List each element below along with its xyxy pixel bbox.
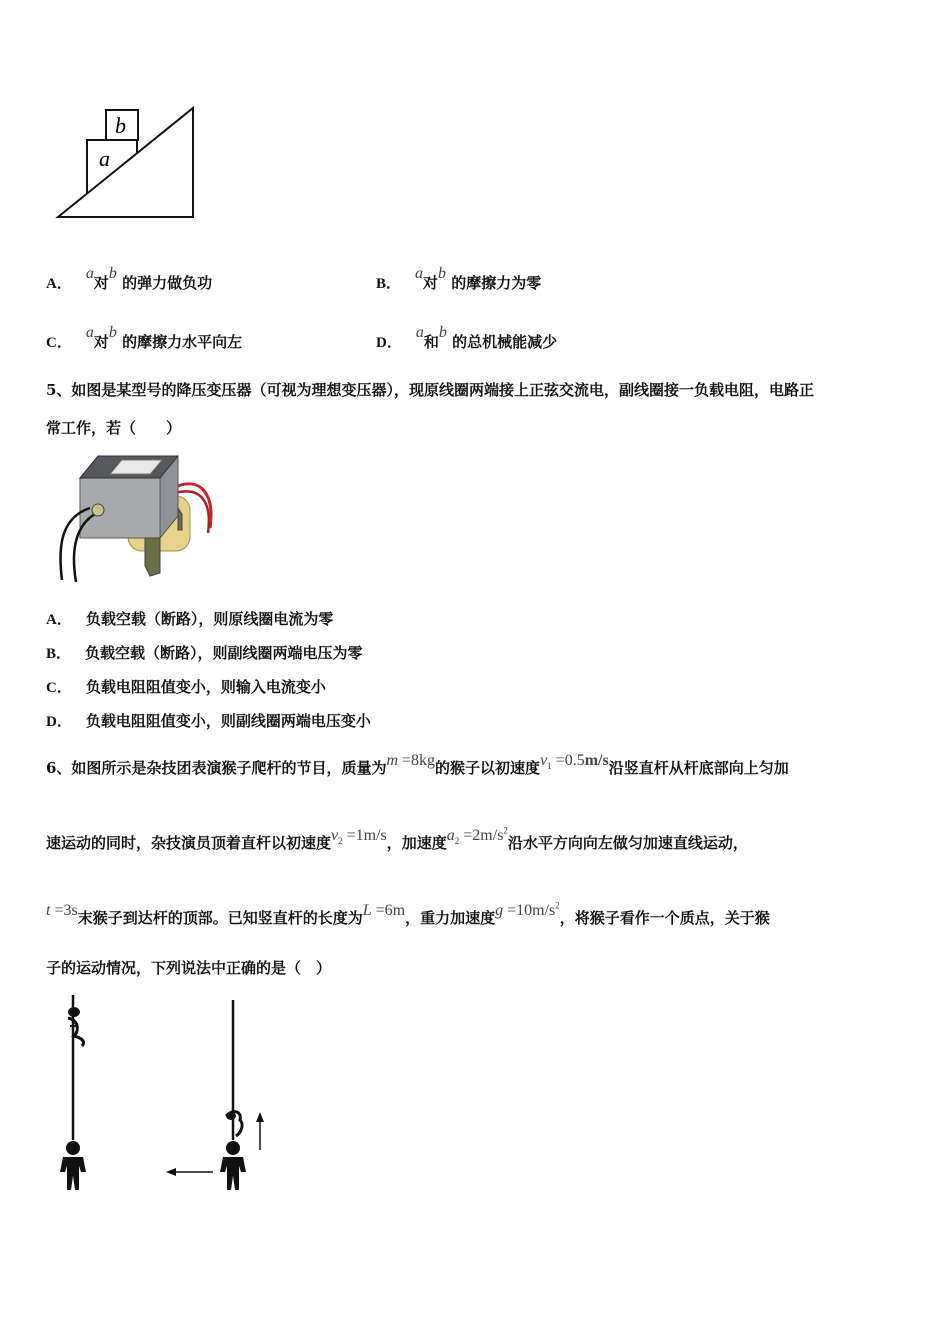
q5-option-a[interactable]: A． 负载空载（断路），则原线圈电流为零 xyxy=(46,610,334,628)
q6-stem-line4: 子的运动情况，下列说法中正确的是（ ） xyxy=(46,959,332,977)
up-arrow-icon xyxy=(256,1112,264,1150)
monkey-top xyxy=(68,1007,84,1046)
block-a-label: a xyxy=(99,146,110,171)
q6-stem-line2: 速运动的同时，杂技演员顶着直杆以初速度$v_2 =1m/s$，加速度$a_2 =2m/s^2$沿水平方向向左做匀加速直线运动， xyxy=(46,825,748,852)
q4-option-a[interactable]: A．a对b 的弹力做负功 xyxy=(46,265,213,292)
q5-option-d[interactable]: D． 负载电阻阻值变小，则副线圈两端电压变小 xyxy=(46,712,371,730)
block-b-label: b xyxy=(115,113,126,138)
q5-stem-line1: 5、如图是某型号的降压变压器（可视为理想变压器），现原线圈两端接上正弦交流电，副线圈接一负载电阻，电路正 xyxy=(46,381,814,399)
q4-option-b[interactable]: B．a对b 的摩擦力为零 xyxy=(376,265,542,292)
performer-left xyxy=(60,1141,86,1190)
q4-option-d[interactable]: D．a和b 的总机械能减少 xyxy=(376,324,558,351)
q5-option-c[interactable]: C． 负载电阻阻值变小，则输入电流变小 xyxy=(46,678,326,696)
q5-option-b[interactable]: B． 负载空载（断路），则副线圈两端电压为零 xyxy=(46,644,363,662)
incline-figure xyxy=(50,100,210,225)
transformer-photo xyxy=(50,448,220,583)
left-arrow-icon xyxy=(166,1168,213,1176)
performer-right xyxy=(220,1141,246,1190)
q4-option-c[interactable]: C．a对b 的摩擦力水平向左 xyxy=(46,324,243,351)
q5-stem-line2: 常工作，若（ ） xyxy=(46,419,182,437)
monkey-pole-figure xyxy=(48,990,278,1200)
q6-stem-line1: 6、如图所示是杂技团表演猴子爬杆的节目，质量为m =8kg的猴子以初速度$v_1 =0.5m/s$沿竖直杆从杆底部向上匀加 xyxy=(46,752,789,777)
q6-stem-line3: t =3s末猴子到达杆的顶部。已知竖直杆的长度为L =6m，重力加速度$g =10m/s^2$，将猴子看作一个质点，关于猴 xyxy=(46,900,770,927)
